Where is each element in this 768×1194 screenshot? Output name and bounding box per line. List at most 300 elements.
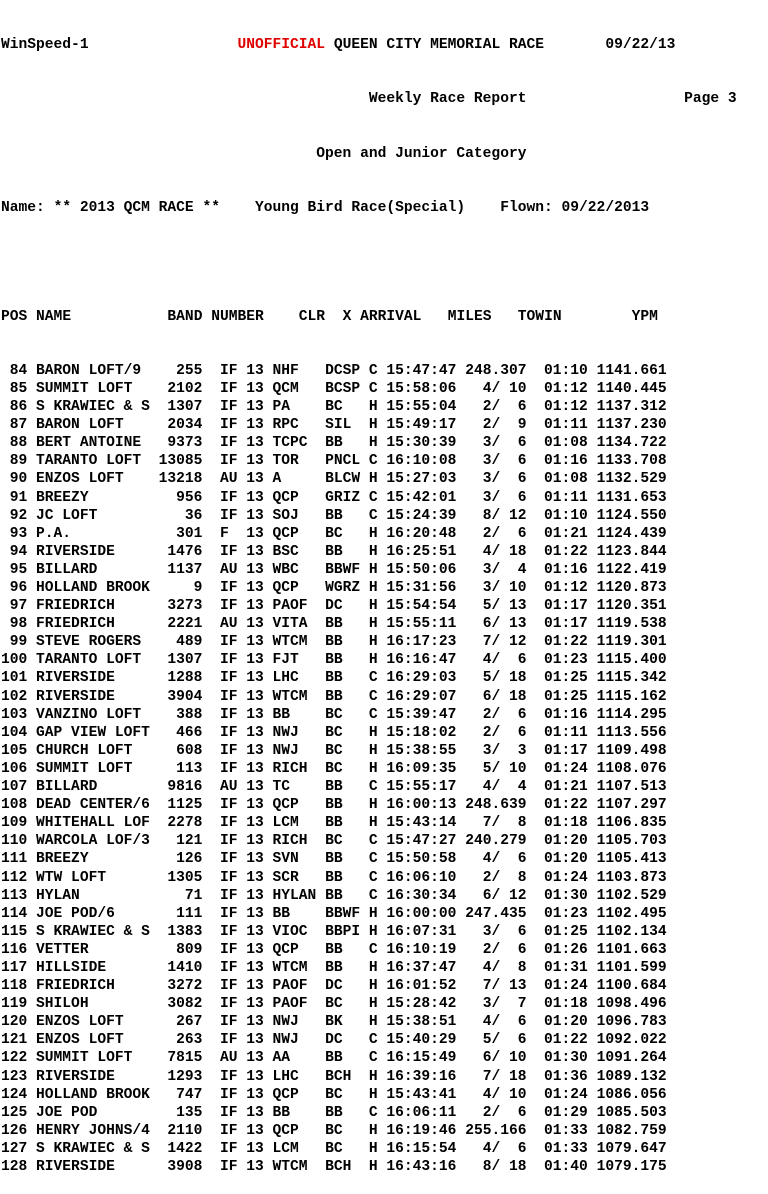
cell-towin: 01:10 [544,362,597,379]
cell-towin: 01:22 [544,797,597,814]
cell-towin: 01:22 [544,543,597,560]
cell-name: S KRAWIEC & S [36,399,159,416]
cell-x: H [368,598,387,615]
cell-clr: BC [325,1086,369,1103]
cell-club: WTCM [272,1159,326,1175]
cell-ypm: 1105.413 [596,851,667,868]
table-row [1,959,737,977]
cell-arrival: 16:10:19 [386,941,466,958]
cell-clr: BC [325,399,369,416]
cell-name: CHURCH LOFT [36,742,159,759]
cell-name: P.A. [36,525,159,542]
cell-clr: BB [325,652,369,669]
cell-clr: BB [325,1050,369,1067]
report-title: Weekly Race Report [368,91,527,108]
cell-club: LCM [272,815,326,832]
cell-arrival: 15:18:02 [386,724,466,741]
cell-arrival: 16:16:47 [386,652,466,669]
cell-x: H [368,978,387,995]
cell-arrival: 16:01:52 [386,978,466,995]
cell-name: HILLSIDE [36,959,159,976]
cell-pos: 98 [1,616,37,633]
cell-band: 3273 [158,598,220,615]
cell-type: IF [219,742,247,759]
cell-club: BB [272,706,326,723]
cell-miles: 4/ 10 [465,380,545,397]
cell-band: 956 [158,489,220,506]
cell-year: 13 [246,1014,273,1031]
cell-year: 13 [246,706,273,723]
cell-clr: BC [325,525,369,542]
cell-club: VITA [272,616,326,633]
cell-arrival: 16:43:16 [386,1159,466,1175]
table-row [1,1158,737,1176]
cell-club: SOJ [272,507,326,524]
cell-type: IF [219,978,247,995]
cell-pos: 108 [1,797,37,814]
cell-arrival: 15:28:42 [386,996,466,1013]
table-row [1,362,737,380]
cell-year: 13 [246,724,273,741]
cell-band: 126 [158,851,220,868]
cell-towin: 01:17 [544,616,597,633]
cell-type: IF [219,724,247,741]
cell-miles: 5/ 6 [465,1032,545,1049]
cell-year: 13 [246,688,273,705]
cell-ypm: 1100.684 [596,978,667,995]
cell-miles: 6/ 13 [465,616,545,633]
cell-arrival: 15:55:04 [386,399,466,416]
cell-ypm: 1092.022 [596,1032,667,1049]
cell-pos: 110 [1,833,37,850]
race-report [1,0,737,1194]
cell-band: 71 [158,887,220,904]
cell-x: H [368,760,387,777]
cell-type: IF [219,580,247,596]
cell-year: 13 [246,742,273,759]
cell-name: S KRAWIEC & S [36,923,159,940]
cell-name: WARCOLA LOF/3 [36,833,159,850]
cell-arrival: 15:58:06 [386,380,466,397]
cell-x: C [368,833,387,850]
cell-year: 13 [246,869,273,886]
cell-clr: BC [325,706,369,723]
cell-pos: 89 [1,453,37,470]
cell-type: F [219,525,247,542]
cell-x: C [368,688,387,705]
cell-year: 13 [246,489,273,506]
cell-club: NWJ [272,742,326,759]
cell-name: RIVERSIDE [36,1159,159,1175]
cell-club: NWJ [272,724,326,741]
cell-type: IF [219,489,247,506]
table-row [1,651,737,669]
cell-year: 13 [246,616,273,633]
cell-miles: 2/ 6 [465,525,545,542]
cell-ypm: 1114.295 [596,706,667,723]
cell-name: BILLARD [36,779,159,796]
cell-x: H [368,634,387,651]
table-row [1,1122,737,1140]
cell-year: 13 [246,634,273,651]
cell-x: C [368,706,387,723]
table-row [1,923,737,941]
cell-pos: 94 [1,543,37,560]
cell-ypm: 1109.498 [596,742,667,759]
table-row [1,760,737,778]
cell-club: QCP [272,1122,326,1139]
table-row [1,597,737,615]
cell-x: C [368,887,387,904]
cell-pos: 92 [1,507,37,524]
cell-towin: 01:18 [544,815,597,832]
cell-band: 489 [158,634,220,651]
cell-arrival: 15:49:17 [386,417,466,434]
cell-arrival: 15:42:01 [386,489,466,506]
cell-towin: 01:24 [544,869,597,886]
race-name: ** 2013 QCM RACE ** [53,200,220,217]
cell-pos: 103 [1,706,37,723]
cell-pos: 128 [1,1159,37,1175]
cell-ypm: 1089.132 [596,1068,667,1085]
cell-ypm: 1123.844 [596,543,667,560]
cell-name: RIVERSIDE [36,670,159,687]
cell-type: IF [219,1140,247,1157]
cell-name: JC LOFT [36,507,159,524]
table-row [1,941,737,959]
cell-type: AU [219,561,247,578]
cell-pos: 101 [1,670,37,687]
cell-name: JOE POD/6 [36,905,159,922]
cell-name: RIVERSIDE [36,543,159,560]
cell-year: 13 [246,652,273,669]
cell-band: 13085 [158,453,220,470]
cell-band: 13218 [158,471,220,488]
cell-x: H [368,996,387,1013]
cell-band: 809 [158,941,220,958]
cell-miles: 247.435 [465,905,545,922]
cell-type: IF [219,435,247,452]
cell-ypm: 1133.708 [596,453,667,470]
cell-x: C [368,507,387,524]
cell-ypm: 1085.503 [596,1104,667,1121]
cell-x: C [368,453,387,470]
cell-clr: BB [325,797,369,814]
cell-miles: 7/ 12 [465,634,545,651]
cell-type: IF [219,417,247,434]
cell-name: FRIEDRICH [36,616,159,633]
cell-year: 13 [246,923,273,940]
cell-band: 1293 [158,1068,220,1085]
cell-towin: 01:08 [544,471,597,488]
cell-club: QCP [272,941,326,958]
cell-towin: 01:31 [544,959,597,976]
cell-arrival: 15:31:56 [386,580,466,596]
cell-towin: 01:11 [544,489,597,506]
cell-clr: BC [325,724,369,741]
cell-x: H [368,815,387,832]
cell-type: IF [219,905,247,922]
cell-arrival: 16:06:11 [386,1104,466,1121]
cell-towin: 01:23 [544,905,597,922]
cell-x: H [368,1086,387,1103]
cell-band: 1476 [158,543,220,560]
cell-club: TCPC [272,435,326,452]
cell-clr: BB [325,688,369,705]
cell-type: IF [219,1086,247,1103]
cell-pos: 87 [1,417,37,434]
cell-type: IF [219,833,247,850]
cell-club: WTCM [272,959,326,976]
cell-towin: 01:11 [544,724,597,741]
cell-arrival: 16:06:10 [386,869,466,886]
cell-ypm: 1122.419 [596,561,667,578]
cell-ypm: 1105.703 [596,833,667,850]
cell-miles: 7/ 18 [465,1068,545,1085]
cell-ypm: 1115.162 [596,688,667,705]
cell-ypm: 1108.076 [596,760,667,777]
cell-pos: 106 [1,760,37,777]
cell-towin: 01:33 [544,1122,597,1139]
cell-club: BSC [272,543,326,560]
cell-year: 13 [246,380,273,397]
cell-club: QCM [272,380,326,397]
cell-ypm: 1101.599 [596,959,667,976]
cell-pos: 113 [1,887,37,904]
cell-ypm: 1132.529 [596,471,667,488]
cell-towin: 01:17 [544,742,597,759]
cell-name: GAP VIEW LOFT [36,724,159,741]
cell-ypm: 1140.445 [596,380,667,397]
cell-x: H [368,797,387,814]
report-date: 09/22/13 [605,37,676,54]
cell-x: H [368,905,387,922]
cell-pos: 93 [1,525,37,542]
cell-type: IF [219,399,247,416]
cell-year: 13 [246,833,273,850]
col-ypm: YPM [631,308,658,325]
cell-year: 13 [246,905,273,922]
cell-pos: 121 [1,1032,37,1049]
cell-towin: 01:12 [544,399,597,416]
col-towin: TOWIN [517,308,562,325]
cell-band: 113 [158,760,220,777]
cell-towin: 01:17 [544,598,597,615]
cell-name: BREEZY [36,851,159,868]
cell-miles: 2/ 9 [465,417,545,434]
cell-year: 13 [246,815,273,832]
cell-clr: SIL [325,417,369,434]
cell-x: C [368,1050,387,1067]
col-x: X [342,308,352,325]
cell-x: H [368,471,387,488]
cell-miles: 4/ 4 [465,779,545,796]
cell-towin: 01:12 [544,380,597,397]
cell-band: 1288 [158,670,220,687]
cell-year: 13 [246,779,273,796]
cell-type: AU [219,471,247,488]
table-row [1,669,737,687]
table-row [1,579,737,597]
cell-year: 13 [246,580,273,596]
cell-miles: 3/ 6 [465,489,545,506]
cell-pos: 85 [1,380,37,397]
cell-name: DEAD CENTER/6 [36,797,159,814]
cell-x: H [368,652,387,669]
cell-x: H [368,1122,387,1139]
cell-band: 3908 [158,1159,220,1175]
cell-name: VETTER [36,941,159,958]
cell-x: H [368,435,387,452]
cell-ypm: 1096.783 [596,1014,667,1031]
table-row [1,887,737,905]
cell-club: SCR [272,869,326,886]
cell-band: 1422 [158,1140,220,1157]
col-pos: POS [1,308,28,325]
report-header-line-4 [1,199,737,217]
table-row [1,832,737,850]
table-row [1,633,737,651]
cell-ypm: 1137.312 [596,399,667,416]
table-row [1,869,737,887]
cell-club: WBC [272,561,326,578]
cell-clr: BBWF [325,561,369,578]
table-row [1,1013,737,1031]
cell-clr: BLCW [325,471,369,488]
cell-miles: 3/ 3 [465,742,545,759]
table-row [1,905,737,923]
cell-club: PAOF [272,996,326,1013]
cell-arrival: 16:10:08 [386,453,466,470]
cell-clr: BB [325,887,369,904]
cell-pos: 112 [1,869,37,886]
cell-miles: 2/ 6 [465,724,545,741]
cell-miles: 5/ 18 [465,670,545,687]
cell-name: BILLARD [36,561,159,578]
cell-club: RPC [272,417,326,434]
cell-club: LHC [272,670,326,687]
table-row [1,380,737,398]
cell-miles: 3/ 6 [465,435,545,452]
cell-type: IF [219,851,247,868]
cell-clr: BB [325,435,369,452]
col-miles: MILES [447,308,492,325]
cell-ypm: 1115.400 [596,652,667,669]
cell-towin: 01:20 [544,833,597,850]
cell-pos: 116 [1,941,37,958]
results-table [1,362,737,1176]
cell-band: 9 [158,580,220,596]
cell-club: LHC [272,1068,326,1085]
cell-band: 466 [158,724,220,741]
cell-x: C [368,1032,387,1049]
cell-year: 13 [246,525,273,542]
cell-arrival: 16:19:46 [386,1122,466,1139]
cell-pos: 126 [1,1122,37,1139]
cell-arrival: 16:37:47 [386,959,466,976]
cell-miles: 2/ 8 [465,869,545,886]
cell-name: WTW LOFT [36,869,159,886]
cell-club: NWJ [272,1032,326,1049]
cell-year: 13 [246,598,273,615]
cell-x: H [368,580,387,596]
cell-x: C [368,380,387,397]
cell-towin: 01:08 [544,435,597,452]
cell-miles: 3/ 4 [465,561,545,578]
cell-club: BB [272,1104,326,1121]
cell-club: WTCM [272,688,326,705]
cell-name: HOLLAND BROOK [36,580,159,596]
cell-club: AA [272,1050,326,1067]
cell-pos: 122 [1,1050,37,1067]
cell-miles: 6/ 18 [465,688,545,705]
cell-club: WTCM [272,634,326,651]
cell-x: C [368,489,387,506]
cell-miles: 8/ 12 [465,507,545,524]
cell-club: LCM [272,1140,326,1157]
table-row [1,1068,737,1086]
cell-name: SUMMIT LOFT [36,1050,159,1067]
cell-miles: 7/ 8 [465,815,545,832]
cell-type: IF [219,380,247,397]
cell-towin: 01:22 [544,634,597,651]
cell-ypm: 1079.175 [596,1159,667,1175]
cell-band: 388 [158,706,220,723]
cell-club: QCP [272,580,326,596]
cell-clr: PNCL [325,453,369,470]
cell-clr: BC [325,996,369,1013]
cell-club: RICH [272,833,326,850]
program-name: WinSpeed-1 [1,37,89,54]
table-row [1,416,737,434]
cell-miles: 4/ 6 [465,851,545,868]
cell-arrival: 16:39:16 [386,1068,466,1085]
table-row [1,1086,737,1104]
cell-year: 13 [246,1032,273,1049]
cell-towin: 01:16 [544,706,597,723]
cell-clr: BB [325,616,369,633]
cell-x: H [368,923,387,940]
cell-miles: 248.639 [465,797,545,814]
cell-miles: 4/ 18 [465,543,545,560]
cell-band: 2278 [158,815,220,832]
cell-miles: 6/ 12 [465,887,545,904]
cell-year: 13 [246,1104,273,1121]
cell-miles: 3/ 6 [465,471,545,488]
cell-clr: BB [325,779,369,796]
cell-ypm: 1141.661 [596,362,667,379]
cell-name: SUMMIT LOFT [36,760,159,777]
cell-clr: WGRZ [325,580,369,596]
cell-name: HYLAN [36,887,159,904]
cell-arrival: 15:38:51 [386,1014,466,1031]
cell-x: H [368,724,387,741]
cell-miles: 2/ 6 [465,399,545,416]
cell-type: AU [219,616,247,633]
cell-ypm: 1082.759 [596,1122,667,1139]
cell-band: 263 [158,1032,220,1049]
cell-club: A [272,471,326,488]
cell-band: 3082 [158,996,220,1013]
cell-name: RIVERSIDE [36,688,159,705]
cell-arrival: 15:30:39 [386,435,466,452]
cell-miles: 255.166 [465,1122,545,1139]
cell-year: 13 [246,1159,273,1175]
cell-miles: 3/ 10 [465,580,545,596]
cell-clr: BB [325,815,369,832]
cell-pos: 100 [1,652,37,669]
cell-year: 13 [246,561,273,578]
